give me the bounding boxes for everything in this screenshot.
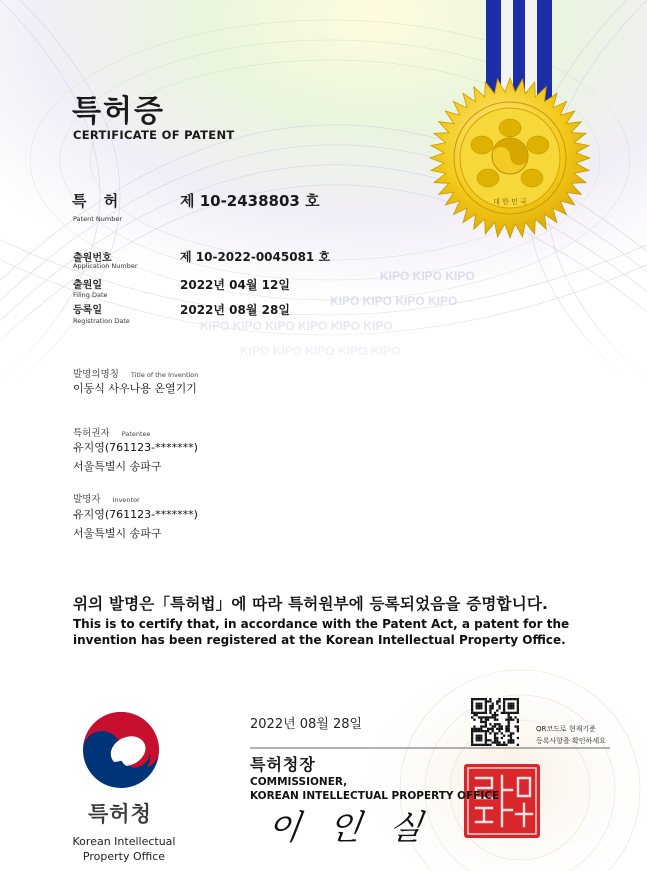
patent-label-en: Patent Number	[73, 215, 123, 223]
issue-date: 2022년 08월 28일	[250, 717, 363, 732]
invention-label-en: Title of the Invention	[130, 371, 199, 379]
qr-note-line1: QR코드로 현재기준	[536, 725, 596, 733]
inventor-label-en: Inventor	[112, 496, 140, 504]
office-name-en-1: Korean Intellectual	[72, 835, 176, 848]
commissioner-en-line1: COMMISSIONER,	[250, 776, 348, 788]
inventor-address: 서울특별시 송파구	[73, 527, 162, 540]
invention-label	[73, 366, 198, 380]
inventor-name: 유지영(761123-*******)	[73, 508, 198, 521]
inventor-label	[73, 491, 140, 505]
watermark-text: KIPO KIPO KIPO	[380, 269, 475, 283]
filing-label-en: Filing Date	[73, 291, 108, 299]
patentee-name: 유지영(761123-*******)	[73, 441, 198, 454]
office-name-ko: 특허청	[88, 802, 152, 826]
application-number: 제 10-2022-0045081 호	[180, 250, 331, 264]
commissioner-en-line2: KOREAN INTELLECTUAL PROPERTY OFFICE	[250, 790, 500, 802]
certification-text-ko: 위의 발명은「특허법」에 따라 특허원부에 등록되었음을 증명합니다.	[73, 595, 549, 613]
patent-label: 특 허	[72, 192, 125, 210]
filing-date: 2022년 04월 12일	[180, 278, 290, 292]
patentee-label-ko: 특허권자	[73, 428, 110, 439]
qr-code-icon[interactable]	[471, 698, 519, 746]
kipo-logo-icon	[83, 712, 159, 788]
filing-label: 출원일	[73, 280, 102, 291]
patentee-label	[73, 425, 151, 439]
patent-number: 제 10-2438803 호	[180, 192, 320, 210]
invention-title: 이동식 사우나용 온열기기	[73, 382, 197, 395]
patentee-address: 서울특별시 송파구	[73, 460, 162, 473]
qr-note-line2: 등록사항을 확인하세요	[536, 737, 606, 745]
registration-date: 2022년 08월 28일	[180, 303, 290, 317]
commissioner-title: 특허청장	[250, 755, 316, 774]
application-label: 출원번호	[73, 253, 112, 264]
registration-label: 등록일	[73, 305, 102, 316]
invention-label-ko: 발명의명칭	[73, 369, 119, 380]
commissioner-signature: 이인실	[264, 808, 453, 848]
certification-text-en: This is to certify that, in accordance with the Patent Act, a patent for the invention has been registered at the Korean Intellectual Property Office.	[73, 617, 570, 647]
medal-text: 대 한 민 국	[493, 198, 527, 206]
gold-medal-icon	[430, 78, 590, 238]
certificate-title: 특허증	[72, 94, 165, 129]
application-label-en: Application Number	[73, 262, 138, 270]
office-name-en-2: Property Office	[82, 850, 166, 863]
patentee-label-en: Patentee	[121, 430, 151, 438]
certificate-title-en: CERTIFICATE OF PATENT	[73, 128, 235, 142]
registration-label-en: Registration Date	[73, 317, 130, 325]
inventor-label-ko: 발명자	[73, 494, 101, 505]
